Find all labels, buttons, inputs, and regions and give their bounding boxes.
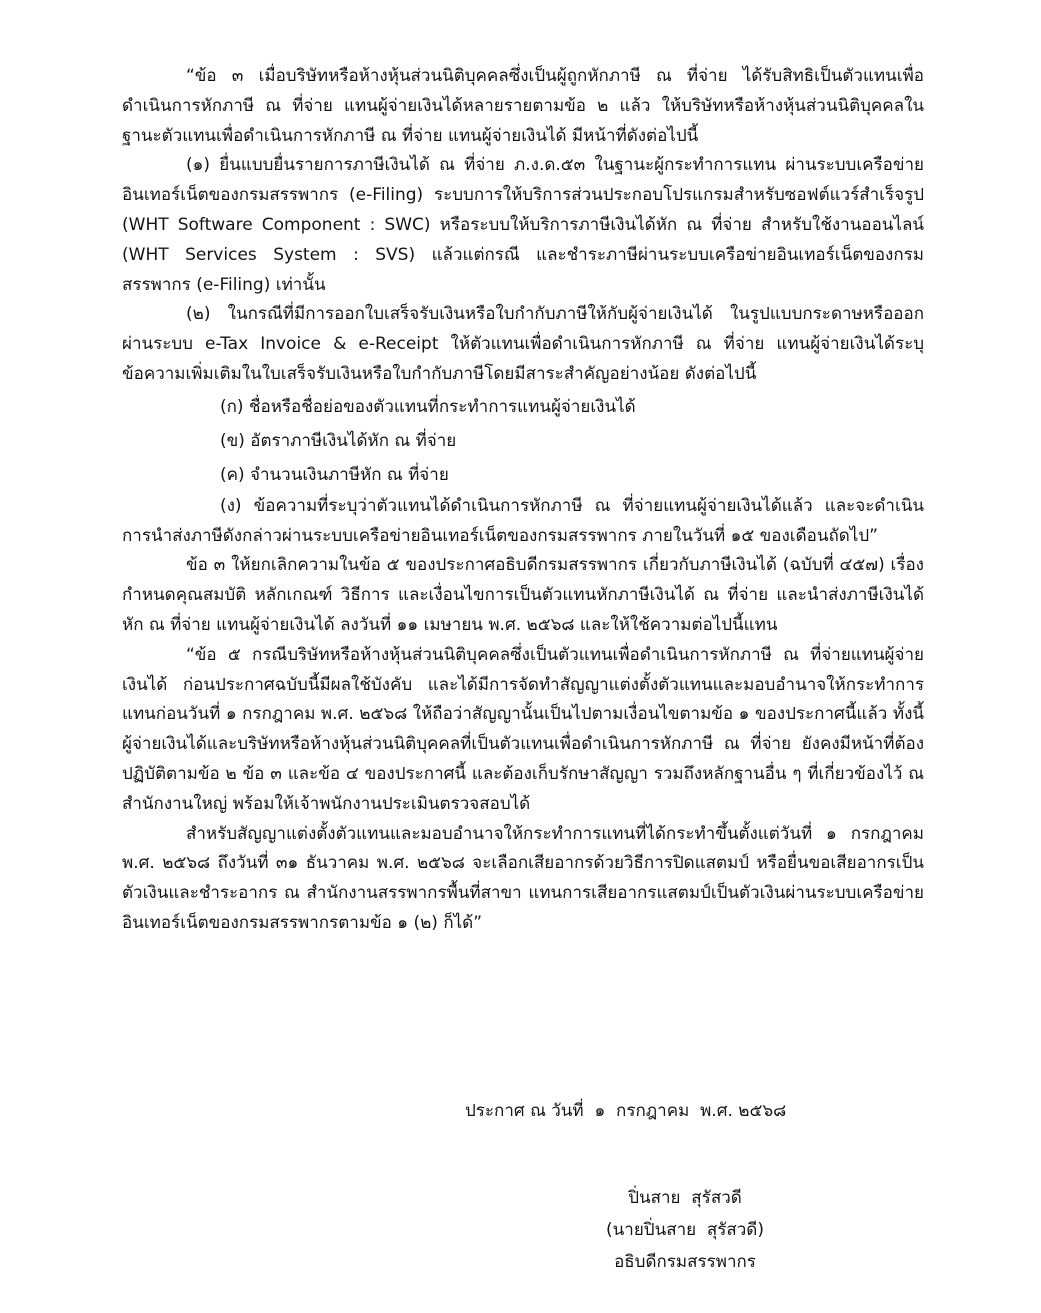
sub-item-a: (ก) ชื่อหรือชื่อย่อของตัวแทนที่กระทำการแทนผู้จ่ายเงินได้ — [220, 396, 636, 417]
paragraph-item-1: (๑) ยื่นแบบยื่นรายการภาษีเงินได้ ณ ที่จ่าย ภ.ง.ด.๕๓ ในฐานะผู้กระทำการแทน ผ่านระบบเครือข่ายอินเทอร์เน็ตของกรมสรรพากร (e-Filing) ระบบการให้บริการส่วนประกอบโปรแกรมสำหรับซอฟต์แวร์สำเร็จรูป (WHT Software Component : SWC) หรือระบบให้บริการภาษีเงินได้หัก ณ ที่จ่าย สำหรับใช้งานออนไลน์ (WHT Services System : SVS) แล้วแต่กรณี และชำระภาษีผ่านระบบเครือข่ายอินเทอร์เน็ตของกรมสรรพากร (e-Filing) เท่านั้น — [122, 155, 924, 295]
paragraph-clause-5: “ข้อ ๕ กรณีบริษัทหรือห้างหุ้นส่วนนิติบุคคลซึ่งเป็นตัวแทนเพื่อดำเนินการหักภาษี ณ ที่จ่ายแทนผู้จ่ายเงินได้ ก่อนประกาศฉบับนี้มีผลใช้บังคับ และได้มีการจัดทำสัญญาแต่งตั้งตัวแทนและมอบอำนาจให้กระทำการแทนก่อนวันที่ ๑ กรกฎาคม พ.ศ. ๒๕๖๘ ให้ถือว่าสัญญานั้นเป็นไปตามเงื่อนไขตามข้อ ๑ ของประกาศนี้แล้ว ทั้งนี้ ผู้จ่ายเงินได้และบริษัทหรือห้างหุ้นส่วนนิติบุคคลที่เป็นตัวแทนเพื่อดำเนินการหักภาษี ณ ที่จ่าย ยังคงมีหน้าที่ต้องปฏิบัติตามข้อ ๒ ข้อ ๓ และข้อ ๔ ของประกาศนี้ และต้องเก็บรักษาสัญญา รวมถึงหลักฐานอื่น ๆ ที่เกี่ยวข้องไว้ ณ สำนักงานใหญ่ พร้อมให้เจ้าพนักงานประเมินตรวจสอบได้ — [122, 644, 924, 814]
sub-item-c: (ค) จำนวนเงินภาษีหัก ณ ที่จ่าย — [220, 464, 449, 485]
paragraph-item-2: (๒) ในกรณีที่มีการออกใบเสร็จรับเงินหรือใบกำกับภาษีให้กับผู้จ่ายเงินได้ ในรูปแบบกระดาษหรือออกผ่านระบบ e-Tax Invoice & e-Receipt ให้ตัวแทนเพื่อดำเนินการหักภาษี ณ ที่จ่าย แทนผู้จ่ายเงินได้ระบุข้อความเพิ่มเติมในใบเสร็จรับเงินหรือใบกำกับภาษีโดยมีสาระสำคัญอย่างน้อย ดังต่อไปนี้ — [122, 304, 924, 384]
paragraph-clause-3-intro: “ข้อ ๓ เมื่อบริษัทหรือห้างหุ้นส่วนนิติบุคคลซึ่งเป็นผู้ถูกหักภาษี ณ ที่จ่าย ได้รับสิทธิเป็นตัวแทนเพื่อดำเนินการหักภาษี ณ ที่จ่าย แทนผู้จ่ายเงินได้หลายรายตามข้อ ๒ แล้ว ให้บริษัทหรือห้างหุ้นส่วนนิติบุคคลในฐานะตัวแทนเพื่อดำเนินการหักภาษี ณ ที่จ่าย แทนผู้จ่ายเงินได้ มีหน้าที่ดังต่อไปนี้ — [122, 66, 924, 146]
signature-name: ปิ่นสาย สุรัสวดี — [628, 1188, 742, 1208]
paragraph-clause-3-repeal: ข้อ ๓ ให้ยกเลิกความในข้อ ๕ ของประกาศอธิบดีกรมสรรพากร เกี่ยวกับภาษีเงินได้ (ฉบับที่ ๔๕๗) เรื่อง กำหนดคุณสมบัติ หลักเกณฑ์ วิธีการ และเงื่อนไขการเป็นตัวแทนหักภาษีเงินได้ ณ ที่จ่าย และนำส่งภาษีเงินได้หัก ณ ที่จ่าย แทนผู้จ่ายเงินได้ ลงวันที่ ๑๑ เมษายน พ.ศ. ๒๕๖๘ และให้ใช้ความต่อไปนี้แทน — [122, 555, 924, 635]
sub-item-b: (ข) อัตราภาษีเงินได้หัก ณ ที่จ่าย — [220, 430, 457, 451]
announcement-date: ประกาศ ณ วันที่ ๑ กรกฎาคม พ.ศ. ๒๕๖๘ — [465, 1101, 787, 1121]
paragraph-stamp-duty: สำหรับสัญญาแต่งตั้งตัวแทนและมอบอำนาจให้กระทำการแทนที่ได้กระทำขึ้นตั้งแต่วันที่ ๑ กรกฎาคม พ.ศ. ๒๕๖๘ ถึงวันที่ ๓๑ ธันวาคม พ.ศ. ๒๕๖๘ จะเลือกเสียอากรด้วยวิธีการปิดแสตมป์ หรือยื่นขอเสียอากรเป็นตัวเงินและชำระอากร ณ สำนักงานสรรพากรพื้นที่สาขา แทนการเสียอากรแสตมป์เป็นตัวเงินผ่านระบบเครือข่ายอินเทอร์เน็ตของกรมสรรพากรตามข้อ ๑ (๒) ก็ได้” — [122, 823, 924, 933]
signature-block — [560, 1182, 810, 1278]
sub-item-d: (ง) ข้อความที่ระบุว่าตัวแทนได้ดำเนินการหักภาษี ณ ที่จ่ายแทนผู้จ่ายเงินได้แล้ว และจะดำเนินการนำส่งภาษีดังกล่าวผ่านระบบเครือข่ายอินเทอร์เน็ตของกรมสรรพากร ภายในวันที่ ๑๕ ของเดือนถัดไป” — [122, 495, 924, 546]
document-body — [122, 62, 924, 939]
signatory-full-name: (นายปิ่นสาย สุรัสวดี) — [606, 1220, 764, 1240]
signatory-position: อธิบดีกรมสรรพากร — [614, 1252, 756, 1272]
